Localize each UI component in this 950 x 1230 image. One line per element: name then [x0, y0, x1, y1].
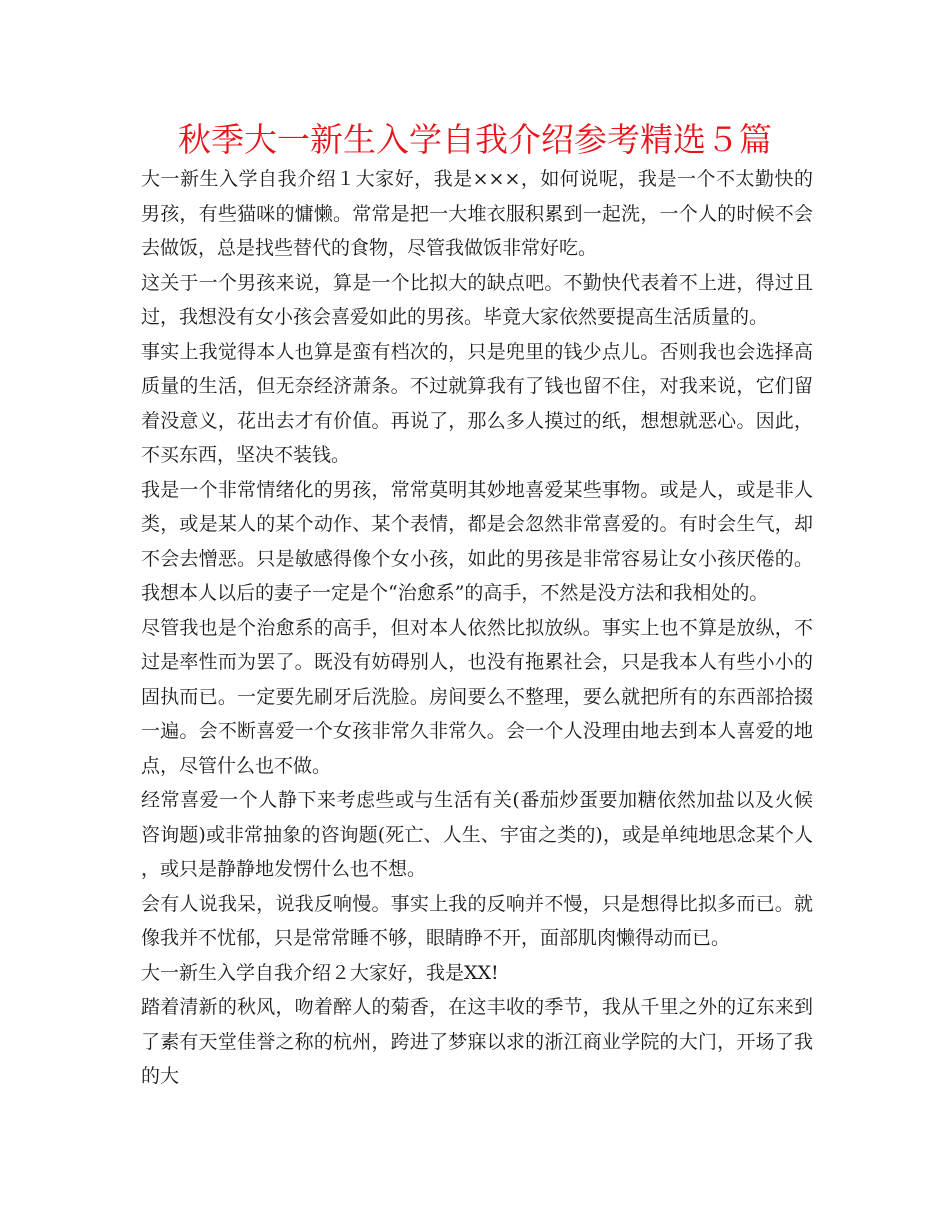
paragraph-6: 经常喜爱一个人静下来考虑些或与生活有关(番茄炒蛋要加糖依然加盐以及火候咨询题)或非常抽象的咨询题(死亡、人生、宇宙之类的)，或是单纯地思念某个人，或只是静静地发愣什么也不想。	[141, 789, 813, 880]
paragraph-5: 尽管我也是个治愈系的高手，但对本人依然比拟放纵。事实上也不算是放纵，不过是率性而为罢了。既没有妨碍别人，也没有拖累社会，只是我本人有些小小的固执而已。一定要先刷牙后洗脸。房间要么不整理，要么就把所有的东西部拾掇一遍。会不断喜爱一个女孩非常久非常久。会一个人没理由地去到本人喜爱的地点，尽管什么也不做。	[141, 616, 813, 777]
paragraph-1: 大一新生入学自我介绍１大家好，我是×××，如何说呢，我是一个不太勤快的男孩，有些猫咪的慵懒。常常是把一大堆衣服积累到一起洗，一个人的时候不会去做饭，总是找些替代的食物，尽管我做饭非常好吃。	[141, 168, 813, 259]
paragraph-4: 我是一个非常情绪化的男孩，常常莫明其妙地喜爱某些事物。或是人，或是非人类，或是某人的某个动作、某个表情，都是会忽然非常喜爱的。有时会生气，却不会去憎恶。只是敏感得像个女小孩，如此的男孩是非常容易让女小孩厌倦的。我想本人以后的妻子一定是个“治愈系”的高手，不然是没方法和我相处的。	[141, 478, 813, 604]
paragraph-8: 大一新生入学自我介绍２大家好，我是XX!	[141, 961, 499, 984]
paragraph-2: 这关于一个男孩来说，算是一个比拟大的缺点吧。不勤快代表着不上进，得过且过，我想没有女小孩会喜爱如此的男孩。毕竟大家依然要提高生活质量的。	[141, 271, 813, 328]
paragraph-9: 踏着清新的秋风，吻着醉人的菊香，在这丰收的季节，我从千里之外的辽东来到了素有天堂佳誉之称的杭州，跨进了梦寐以求的浙江商业学院的大门，开场了我的大	[141, 996, 813, 1087]
document-title: 秋季大一新生入学自我介绍参考精选５篇	[178, 120, 772, 159]
paragraph-3: 事实上我觉得本人也算是蛮有档次的，只是兜里的钱少点儿。否则我也会选择高质量的生活，但无奈经济萧条。不过就算我有了钱也留不住，对我来说，它们留着没意义，花出去才有价值。再说了，那么多人摸过的纸，想想就恶心。因此，不买东西，坚决不装钱。	[141, 340, 813, 466]
document-body	[141, 162, 813, 1094]
paragraph-7: 会有人说我呆，说我反响慢。事实上我的反响并不慢，只是想得比拟多而已。就像我并不忧郁，只是常常睡不够，眼睛睁不开，面部肌肉懒得动而已。	[141, 892, 813, 949]
